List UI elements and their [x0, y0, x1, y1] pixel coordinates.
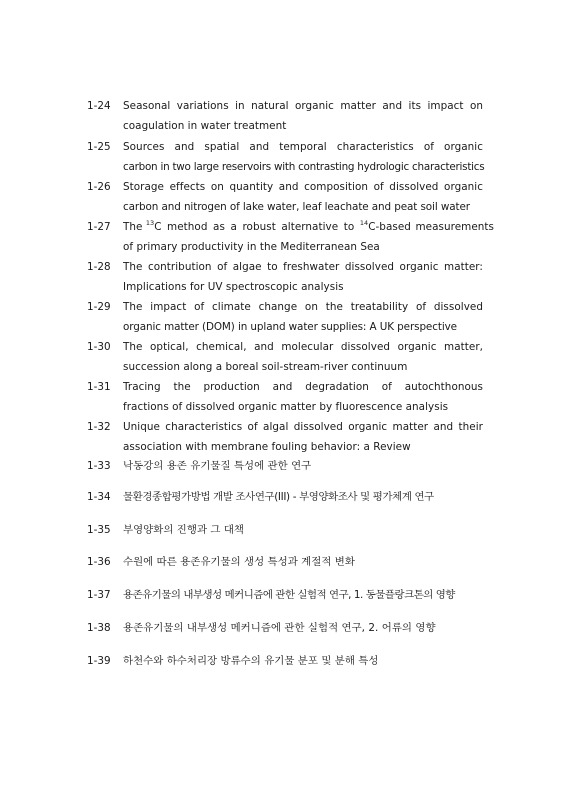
- reference-title-line: fractions of dissolved organic matter by fluorescence analysis: [123, 401, 449, 413]
- reference-title-line: coagulation in water treatment: [123, 120, 287, 132]
- reference-title: [123, 177, 483, 217]
- reference-title: [123, 297, 483, 337]
- reference-title-line: carbon in two large reservoirs with contrasting hydrologic characteristics: [123, 161, 485, 173]
- reference-title-line: association with membrane fouling behavior: a Review: [123, 441, 411, 453]
- reference-title-line: Unique characteristics of algal dissolved organic matter and their: [123, 421, 483, 433]
- reference-number: 1-31: [87, 381, 111, 393]
- reference-number: 1-36: [87, 556, 111, 568]
- reference-title: [123, 96, 483, 136]
- reference-number: 1-28: [87, 261, 111, 273]
- reference-title-line: Implications for UV spectroscopic analysis: [123, 281, 344, 293]
- reference-title: 용존유기물의 내부생성 메커니즘에 관한 실험적 연구, 2. 어류의 영향: [123, 622, 436, 634]
- reference-number: 1-26: [87, 181, 111, 193]
- reference-title-line: carbon and nitrogen of lake water, leaf leachate and peat soil water: [123, 201, 470, 213]
- reference-number: 1-33: [87, 460, 111, 472]
- reference-title-fragment: The: [123, 221, 146, 233]
- reference-title-line: Sources and spatial and temporal characteristics of organic: [123, 141, 483, 153]
- isotope-superscript: 14: [359, 219, 369, 227]
- reference-number: 1-37: [87, 589, 111, 601]
- reference-title-line: Tracing the production and degradation of autochthonous: [123, 381, 483, 393]
- reference-number: 1-34: [87, 491, 111, 503]
- reference-number: 1-25: [87, 141, 111, 153]
- reference-number: 1-32: [87, 421, 111, 433]
- reference-number: 1-27: [87, 221, 111, 233]
- reference-title-line: The impact of climate change on the treatability of dissolved: [123, 301, 483, 313]
- reference-number: 1-39: [87, 655, 111, 667]
- reference-title-fragment: C method as a robust alternative to: [154, 221, 360, 233]
- reference-number: 1-24: [87, 100, 111, 112]
- reference-title: 낙동강의 용존 유기물질 특성에 관한 연구: [123, 460, 312, 472]
- reference-title: [123, 217, 494, 257]
- reference-title: [123, 257, 483, 297]
- reference-title-line: The optical, chemical, and molecular dissolved organic matter,: [123, 341, 483, 353]
- isotope-superscript: 13: [145, 219, 155, 227]
- reference-title: 부영양화의 진행과 그 대책: [123, 524, 245, 536]
- reference-number: 1-30: [87, 341, 111, 353]
- reference-title-line: The contribution of algae to freshwater dissolved organic matter:: [123, 261, 483, 273]
- reference-title-fragment: C-based measurements: [368, 221, 494, 233]
- reference-title-line: Seasonal variations in natural organic matter and its impact on: [123, 100, 483, 112]
- reference-title-line: of primary productivity in the Mediterranean Sea: [123, 241, 380, 253]
- reference-title: [123, 377, 483, 417]
- reference-title: 하천수와 하수처리장 방류수의 유기물 분포 및 분해 특성: [123, 655, 379, 667]
- reference-title: 수원에 따른 용존유기물의 생성 특성과 계절적 변화: [123, 556, 355, 568]
- reference-title-line: Storage effects on quantity and composition of dissolved organic: [123, 181, 483, 193]
- reference-title-line: succession along a boreal soil-stream-river continuum: [123, 361, 408, 373]
- reference-number: 1-35: [87, 524, 111, 536]
- reference-number: 1-38: [87, 622, 111, 634]
- reference-title: [123, 137, 483, 177]
- reference-title-line: [123, 217, 494, 237]
- reference-title: [123, 337, 483, 377]
- reference-title: 물환경종합평가방법 개발 조사연구(III) - 부영양화조사 및 평가체계 연구: [123, 491, 434, 503]
- reference-number: 1-29: [87, 301, 111, 313]
- reference-title: [123, 417, 483, 457]
- reference-title: 용존유기물의 내부생성 메커니즘에 관한 실험적 연구, 1. 동물플랑크톤의 영향: [123, 589, 455, 601]
- reference-title-line: organic matter (DOM) in upland water supplies: A UK perspective: [123, 321, 457, 333]
